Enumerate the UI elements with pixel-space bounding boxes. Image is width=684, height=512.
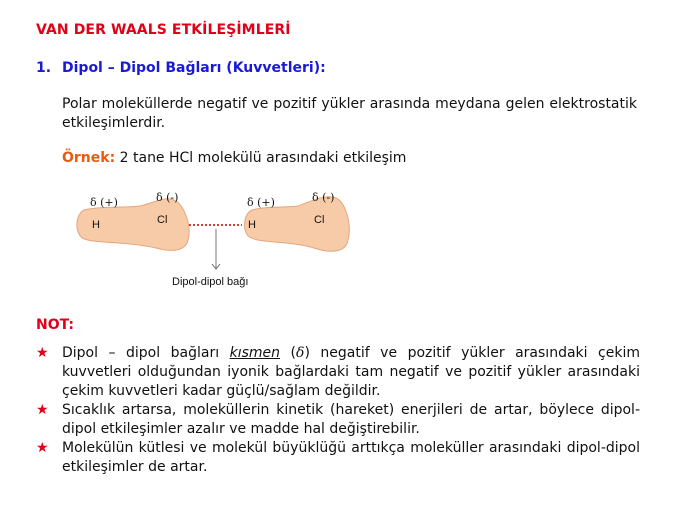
note-item (36, 401, 640, 439)
molecule-2-h-charge: δ (+) (247, 196, 275, 209)
molecule-2-cl-label: Cl (314, 214, 325, 226)
section-heading (36, 60, 326, 76)
section-heading-text: Dipol – Dipol Bağları (Kuvvetleri): (62, 60, 326, 76)
molecule-1-cl-charge: δ (-) (156, 191, 179, 204)
bond-label: Dipol-dipol bağı (172, 276, 249, 288)
note-item-3-text: Molekülün kütlesi ve molekül büyüklüğü arttıkça moleküller arasındaki dipol-dipol etkileşimler de artar. (62, 440, 640, 475)
note-item (36, 344, 640, 401)
note-heading: NOT: (36, 317, 75, 333)
star-icon: ★ (36, 345, 49, 361)
note-item-1-text-a: Dipol – dipol bağları (62, 345, 230, 361)
note-item (36, 439, 640, 477)
example-text: 2 tane HCl molekülü arasındaki etkileşim (115, 150, 407, 166)
note-item-1-text-b: ( (280, 345, 296, 361)
delta-symbol: δ (296, 345, 305, 361)
note-item-1-text-c: ) negatif ve pozitif yükler arasındaki çekim kuvvetleri olduğundan iyonik bağlardaki tam negatif ve pozitif yükler arasındaki çekim kuvvetleri kadar güçlü/sağlam değildir. (62, 345, 640, 399)
molecule-2-h-label: H (248, 219, 256, 231)
example-line (62, 150, 406, 166)
molecule-1-h-charge: δ (+) (90, 196, 118, 209)
note-item-2-text: Sıcaklık artarsa, moleküllerin kinetik (hareket) enerjileri de artar, böylece dipol-dipol etkileşimler azalır ve madde hal değiştirebilir. (62, 402, 640, 437)
definition-paragraph: Polar moleküllerde negatif ve pozitif yükler arasında meydana gelen elektrostatik etkileşimlerdir. (62, 96, 637, 131)
example-label: Örnek: (62, 150, 116, 166)
section-number: 1. (36, 60, 52, 76)
molecule-1-cl-label: Cl (157, 214, 168, 226)
page-title: VAN DER WAALS ETKİLEŞİMLERİ (36, 22, 291, 38)
molecule-2-cl-charge: δ (-) (312, 191, 335, 204)
note-list (36, 344, 640, 477)
hcl-dipole-diagram (70, 180, 370, 295)
hcl-dipole-svg (70, 180, 370, 295)
molecule-1-h-label: H (92, 219, 100, 231)
note-item-1-emphasis: kısmen (229, 345, 281, 361)
star-icon: ★ (36, 402, 49, 418)
star-icon: ★ (36, 440, 49, 456)
